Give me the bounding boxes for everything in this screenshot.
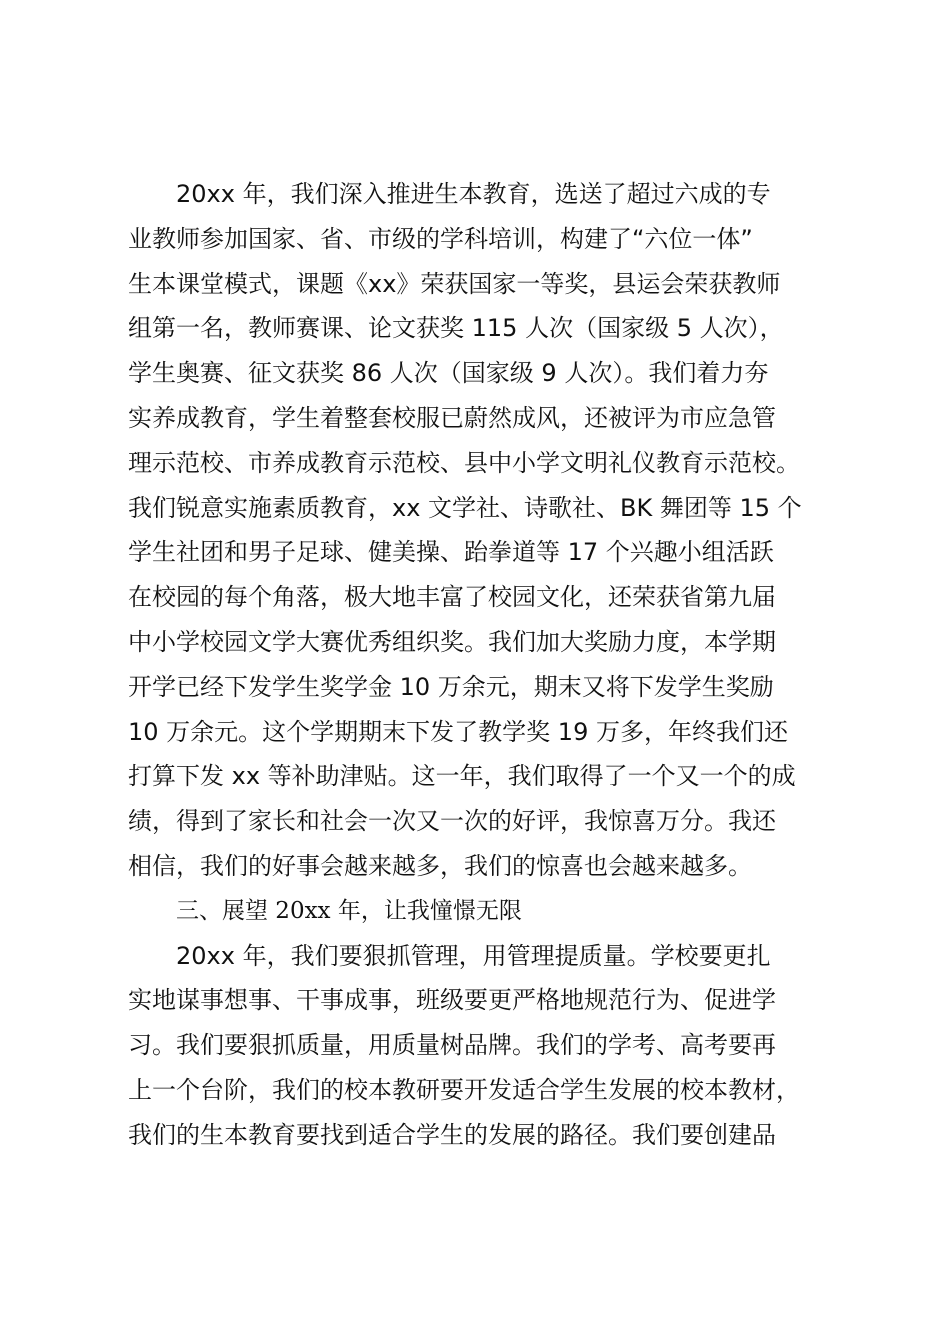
paragraph-line: 我们锐意实施素质教育，xx 文学社、诗歌社、BK 舞团等 15 个 — [128, 493, 802, 522]
paragraph-line: 相信，我们的好事会越来越多，我们的惊喜也会越来越多。 — [128, 851, 752, 880]
paragraph-line: 实地谋事想事、干事成事，班级要更严格地规范行为、促进学 — [128, 986, 776, 1015]
paragraph-line: 开学已经下发学生奖学金 10 万余元，期末又将下发学生奖励 — [128, 672, 774, 701]
paragraph-line: 学生社团和男子足球、健美操、跆拳道等 17 个兴趣小组活跃 — [128, 538, 774, 567]
paragraph-line: 在校园的每个角落，极大地丰富了校园文化，还荣获省第九届 — [128, 583, 776, 612]
section-heading: 三、展望 20xx 年，让我憧憬无限 — [176, 897, 522, 924]
paragraph-line: 实养成教育，学生着整套校服已蔚然成风，还被评为市应急管 — [128, 403, 776, 432]
paragraph-line: 习。我们要狠抓质量，用质量树品牌。我们的学考、高考要再 — [128, 1031, 776, 1060]
paragraph-line: 打算下发 xx 等补助津贴。这一年，我们取得了一个又一个的成 — [128, 762, 796, 791]
paragraph-line: 我们的生本教育要找到适合学生的发展的路径。我们要创建品 — [128, 1120, 776, 1149]
paragraph-line: 业教师参加国家、省、市级的学科培训，构建了“六位一体” — [128, 224, 753, 253]
paragraph-achievements — [128, 172, 838, 889]
document-body — [128, 172, 838, 1158]
paragraph-line: 生本课堂模式，课题《xx》荣获国家一等奖，县运会荣获教师 — [128, 269, 781, 298]
paragraph-line: 20xx 年，我们深入推进生本教育，选送了超过六成的专 — [176, 180, 771, 208]
paragraph-line: 中小学校园文学大赛优秀组织奖。我们加大奖励力度，本学期 — [128, 627, 776, 656]
paragraph-line: 绩，得到了家长和社会一次又一次的好评，我惊喜万分。我还 — [128, 807, 776, 836]
paragraph-line: 10 万余元。这个学期期末下发了教学奖 19 万多，年终我们还 — [128, 717, 788, 746]
paragraph-line: 组第一名，教师赛课、论文获奖 115 人次（国家级 5 人次）， — [128, 314, 784, 343]
paragraph-line: 学生奥赛、征文获奖 86 人次（国家级 9 人次）。我们着力夯 — [128, 359, 769, 388]
paragraph-line: 20xx 年，我们要狠抓管理，用管理提质量。学校要更扎 — [176, 941, 771, 970]
paragraph-line: 理示范校、市养成教育示范校、县中小学文明礼仪教育示范校。 — [128, 448, 800, 477]
paragraph-outlook — [128, 934, 838, 1158]
paragraph-line: 上一个台阶，我们的校本教研要开发适合学生发展的校本教材， — [128, 1075, 800, 1104]
